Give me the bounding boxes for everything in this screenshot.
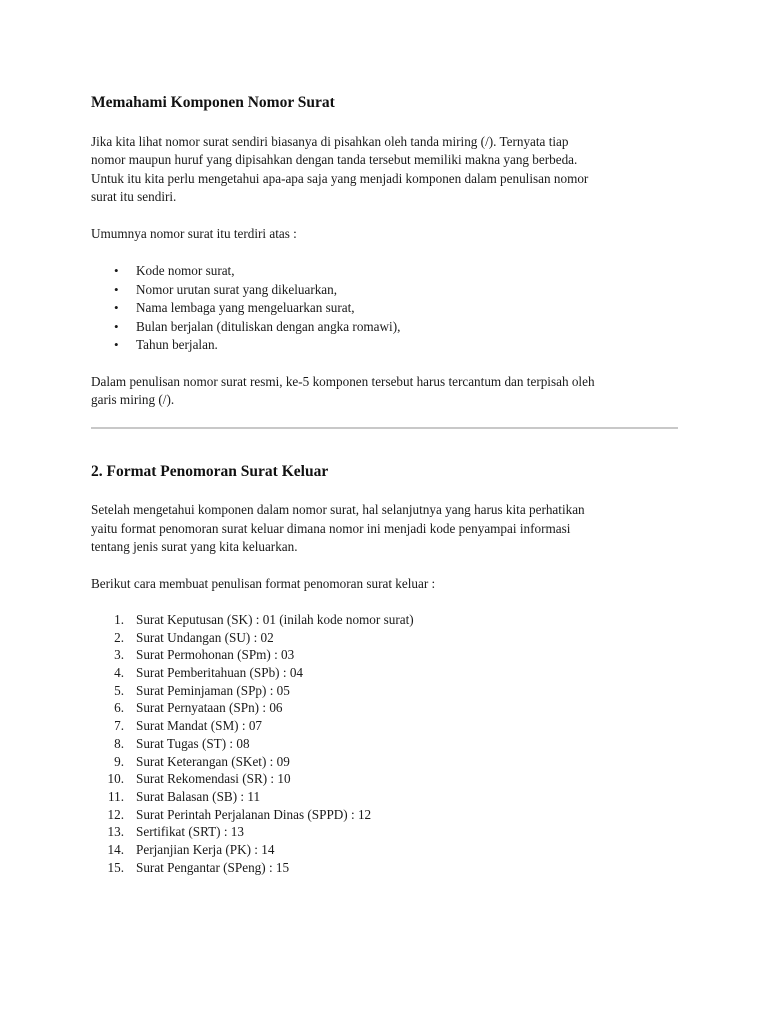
list-text: Surat Pernyataan (SPn) : 06 — [136, 700, 283, 716]
list-item — [91, 788, 681, 806]
list-item — [91, 664, 681, 682]
list-text: Surat Rekomendasi (SR) : 10 — [136, 771, 291, 787]
list-item — [91, 682, 681, 700]
list-number: 5. — [114, 682, 124, 698]
document-content — [91, 93, 681, 877]
list-number: 8. — [114, 735, 124, 751]
list-text: Surat Balasan (SB) : 11 — [136, 789, 261, 804]
section1-list-intro: Umumnya nomor surat itu terdiri atas : — [91, 225, 297, 241]
list-item — [91, 611, 681, 629]
list-number: 13. — [107, 824, 124, 840]
section2-intro — [91, 501, 681, 556]
section1-intro-line: Jika kita lihat nomor surat sendiri biasanya di pisahkan oleh tanda miring (/). Ternyata tiap — [91, 134, 569, 149]
list-item — [91, 717, 681, 735]
list-text: Perjanjian Kerja (PK) : 14 — [136, 842, 275, 858]
section1-closing-line: Dalam penulisan nomor surat resmi, ke-5 komponen tersebut harus tercantum dan terpisah oleh — [91, 373, 595, 389]
list-item — [91, 646, 681, 664]
list-number: 7. — [114, 718, 124, 734]
list-text: Surat Tugas (ST) : 08 — [136, 735, 250, 751]
list-text: Surat Undangan (SU) : 02 — [136, 629, 274, 645]
list-number: 1. — [114, 611, 124, 627]
list-text: Surat Peminjaman (SPp) : 05 — [136, 682, 290, 698]
list-item — [91, 823, 681, 841]
list-item: • Nomor urutan surat yang dikeluarkan, — [91, 281, 681, 300]
section2-heading: 2. Format Penomoran Surat Keluar — [91, 463, 329, 481]
list-number: 11. — [108, 789, 124, 804]
list-item: • Kode nomor surat, — [91, 262, 681, 281]
section1-closing-line: garis miring (/). — [91, 391, 175, 407]
list-number: 2. — [114, 629, 124, 645]
list-number: 15. — [107, 859, 124, 875]
list-text: Surat Pemberitahuan (SPb) : 04 — [136, 665, 304, 681]
list-number: 9. — [114, 753, 124, 769]
list-item — [91, 629, 681, 647]
list-text: Sertifikat (SRT) : 13 — [136, 824, 244, 840]
list-number: 3. — [114, 647, 124, 663]
list-text: Surat Keputusan (SK) : 01 (inilah kode nomor surat) — [136, 611, 414, 627]
list-text: Surat Permohonan (SPm) : 03 — [136, 647, 295, 663]
section1-heading: Memahami Komponen Nomor Surat — [91, 94, 335, 111]
section2-list-intro: Berikut cara membuat penulisan format penomoran surat keluar : — [91, 575, 436, 591]
section2-intro-line: Setelah mengetahui komponen dalam nomor surat, hal selanjutnya yang harus kita perhatikan — [91, 502, 585, 518]
list-item — [91, 841, 681, 859]
section2-intro-line: yaitu format penomoran surat keluar dimana nomor ini menjadi kode penyampai informasi — [91, 520, 571, 536]
list-item — [91, 699, 681, 717]
list-item: • Nama lembaga yang mengeluarkan surat, — [91, 299, 681, 318]
list-text: Surat Mandat (SM) : 07 — [136, 718, 263, 734]
section1-intro — [91, 133, 681, 207]
list-item — [91, 735, 681, 753]
list-number: 14. — [107, 842, 124, 858]
section1-closing — [91, 373, 681, 410]
list-number: 10. — [107, 771, 124, 787]
codes-list — [91, 611, 681, 877]
list-item: • Bulan berjalan (dituliskan dengan angka romawi), — [91, 318, 681, 337]
list-item — [91, 753, 681, 771]
list-item — [91, 770, 681, 788]
list-item: • Tahun berjalan. — [91, 336, 681, 355]
list-number: 12. — [107, 806, 124, 822]
list-number: 4. — [114, 665, 124, 681]
section2-intro-line: tentang jenis surat yang kita keluarkan. — [91, 539, 298, 555]
list-item — [91, 859, 681, 877]
list-item — [91, 806, 681, 824]
list-text: Surat Pengantar (SPeng) : 15 — [136, 859, 290, 875]
list-text: Surat Perintah Perjalanan Dinas (SPPD) : 12 — [136, 806, 372, 822]
section1-intro-line: surat itu sendiri. — [91, 189, 177, 205]
list-text: Surat Keterangan (SKet) : 09 — [136, 753, 290, 769]
list-number: 6. — [114, 700, 124, 716]
components-list — [91, 262, 681, 355]
section1-intro-line: Untuk itu kita perlu mengetahui apa-apa saja yang menjadi komponen dalam penulisan nomor — [91, 170, 589, 186]
section1-intro-line: nomor maupun huruf yang dipisahkan dengan tanda tersebut memiliki makna yang berbeda. — [91, 152, 578, 168]
